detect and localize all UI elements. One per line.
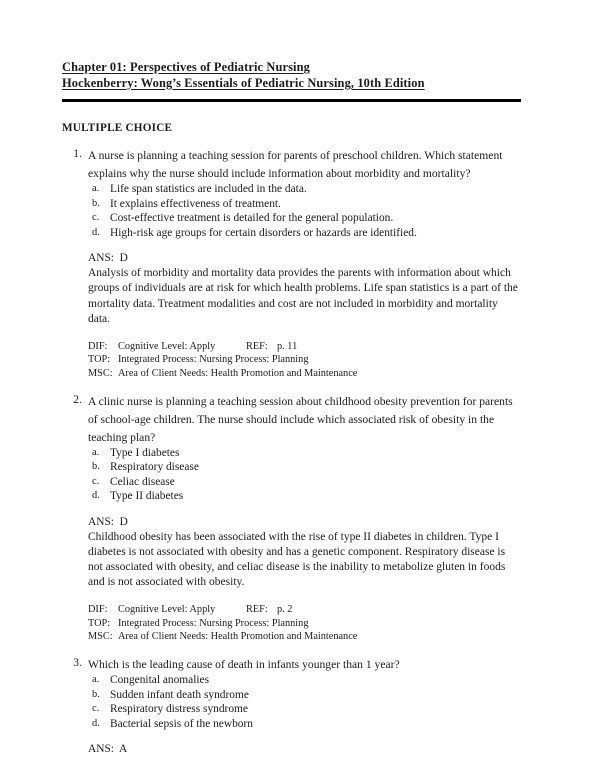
answer-line: ANS: D <box>88 515 128 528</box>
answer-block <box>0 742 600 757</box>
option-letter: c. <box>92 475 100 487</box>
option-item[interactable] <box>0 475 600 490</box>
option-list <box>0 673 600 731</box>
option-letter: d. <box>92 226 100 238</box>
option-letter: c. <box>92 212 100 224</box>
question-stem: Which is the leading cause of death in infants younger than 1 year? <box>88 658 400 672</box>
option-item[interactable] <box>0 460 600 475</box>
option-text: Respiratory distress syndrome <box>110 703 248 716</box>
top-key: TOP: <box>88 617 111 629</box>
answer-line: ANS: D <box>88 252 128 265</box>
metadata-row-dif-ref <box>88 340 600 354</box>
question-stem-row <box>0 146 600 182</box>
top-value: Integrated Process: Nursing Process: Planning <box>118 617 309 629</box>
option-text: Life span statistics are included in the data. <box>110 183 307 195</box>
top-value: Integrated Process: Nursing Process: Planning <box>118 354 309 366</box>
option-text: Type II diabetes <box>110 490 184 503</box>
option-list <box>0 446 600 504</box>
header-divider-rule <box>62 99 521 102</box>
option-letter: a. <box>92 183 100 194</box>
ref-value: p. 2 <box>277 604 293 616</box>
option-item[interactable] <box>0 717 600 732</box>
answer-block <box>0 251 600 326</box>
question-block <box>0 146 600 381</box>
option-list <box>0 182 600 240</box>
top-key: TOP: <box>88 354 111 366</box>
question-stem-row <box>0 655 600 673</box>
option-text: Cost-effective treatment is detailed for the general population. <box>110 212 394 225</box>
option-letter: a. <box>92 446 100 458</box>
option-letter: d. <box>92 717 100 729</box>
question-number: 3. <box>73 656 82 670</box>
answer-rationale: Childhood obesity has been associated with the rise of type II diabetes in children. Type I diabetes is not associated with obesity and has a genetic component. Respiratory disease is not associated with obesity, and celiac disease is the inability to metabolize gluten in foods and is not associated with obesity. <box>88 530 506 589</box>
metadata-row-dif-ref <box>88 603 600 617</box>
question-metadata <box>0 603 600 644</box>
msc-value: Area of Client Needs: Health Promotion and Maintenance <box>118 367 358 379</box>
question-metadata <box>0 340 600 381</box>
question-list <box>0 146 600 768</box>
question-block <box>0 655 600 757</box>
option-letter: b. <box>92 688 100 700</box>
option-item[interactable] <box>0 489 600 504</box>
question-block <box>0 392 600 645</box>
option-text: It explains effectiveness of treatment. <box>110 197 281 210</box>
option-letter: d. <box>92 490 100 502</box>
msc-value: Area of Client Needs: Health Promotion and Maintenance <box>118 631 358 643</box>
option-item[interactable] <box>0 226 600 241</box>
metadata-row-top <box>88 353 600 367</box>
option-text: Sudden infant death syndrome <box>110 688 249 701</box>
header-book-title: Hockenberry: Wong’s Essentials of Pediatric Nursing, 10th Edition <box>62 75 425 90</box>
option-letter: b. <box>92 461 100 473</box>
question-number: 1. <box>73 147 82 160</box>
option-text: Respiratory disease <box>110 461 199 474</box>
document-header <box>62 60 521 91</box>
option-letter: b. <box>92 197 100 209</box>
option-item[interactable] <box>0 182 600 197</box>
option-text: High-risk age groups for certain disorders or hazards are identified. <box>110 226 417 239</box>
answer-line: ANS: A <box>88 743 128 756</box>
option-text: Congenital anomalies <box>110 674 210 687</box>
ref-value: p. 11 <box>277 340 298 352</box>
dif-value: Cognitive Level: Apply <box>118 340 216 352</box>
ref-key: REF: <box>246 340 268 352</box>
question-number: 2. <box>73 392 82 406</box>
option-text: Type I diabetes <box>110 446 180 459</box>
option-letter: a. <box>92 674 100 686</box>
msc-key: MSC: <box>88 367 113 379</box>
option-item[interactable] <box>0 702 600 717</box>
msc-key: MSC: <box>88 631 113 643</box>
metadata-row-msc <box>88 630 600 644</box>
question-stem: A nurse is planning a teaching session for parents of preschool children. Which statement explains why the nurse should include information about morbidity and mortality? <box>88 149 503 180</box>
metadata-row-msc <box>88 367 600 381</box>
metadata-row-top <box>88 617 600 631</box>
option-item[interactable] <box>0 197 600 212</box>
answer-rationale: Analysis of morbidity and mortality data provides the parents with information about which groups of individuals are at risk for which health problems. Life span statistics is a part of the mortality data. Treatment modalities and cost are not included in morbidity and mortality data. <box>88 267 518 325</box>
question-stem: A clinic nurse is planning a teaching session about childhood obesity prevention for parents of school-age children. The nurse should include which associated risk of obesity in the teaching plan? <box>88 394 513 444</box>
option-letter: c. <box>92 703 100 715</box>
option-item[interactable] <box>0 446 600 461</box>
dif-key: DIF: <box>88 340 108 352</box>
answer-block <box>0 515 600 590</box>
option-item[interactable] <box>0 673 600 688</box>
option-item[interactable] <box>0 211 600 226</box>
option-text: Bacterial sepsis of the newborn <box>110 717 253 730</box>
option-text: Celiac disease <box>110 475 175 488</box>
header-chapter-title: Chapter 01: Perspectives of Pediatric Nursing <box>62 60 310 74</box>
dif-key: DIF: <box>88 604 108 616</box>
section-heading-multiple-choice: MULTIPLE CHOICE <box>62 122 173 134</box>
dif-value: Cognitive Level: Apply <box>118 604 216 616</box>
ref-key: REF: <box>246 604 268 616</box>
option-item[interactable] <box>0 688 600 703</box>
question-stem-row <box>0 392 600 446</box>
